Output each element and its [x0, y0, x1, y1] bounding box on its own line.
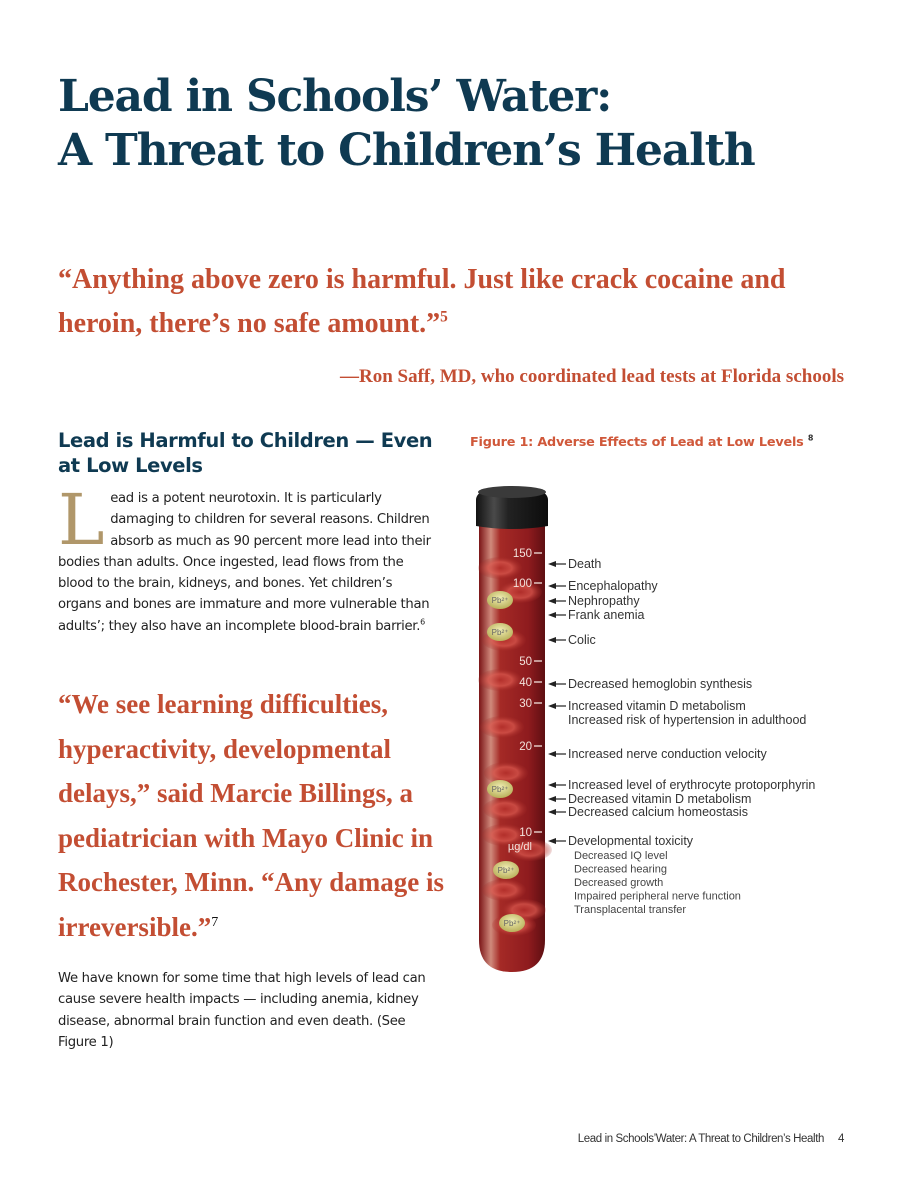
billings-quote-footnote: 7 — [211, 914, 219, 930]
effect-item — [548, 805, 748, 819]
red-blood-cell — [478, 669, 522, 691]
paragraph-1-footnote: 6 — [420, 617, 425, 627]
billings-quote-text: “We see learning difficulties, hyperactivity, developmental delays,” said Marcie Billings, a pediatrician with Mayo Clinic in Rochester, Minn. “Any damage is irreversible.” — [58, 689, 445, 942]
scale-tick-label: 30 — [519, 698, 532, 710]
lead-ion-label: Pb²⁺ — [491, 596, 509, 605]
scale-tick-label: 150 — [512, 548, 532, 560]
effect-item — [548, 792, 751, 806]
section-heading: Lead is Harmful to Children — Even at Low Levels — [58, 429, 433, 477]
title-line-2: A Threat to Children’s Health — [58, 125, 755, 176]
arrow-head-icon — [548, 809, 556, 815]
arrow-head-icon — [548, 561, 556, 567]
scale-tick-label: 40 — [519, 677, 532, 689]
effect-item — [548, 747, 767, 761]
figure-title — [470, 435, 813, 450]
effect-label: Frank anemia — [568, 608, 645, 622]
effect-item — [548, 699, 806, 727]
red-blood-cell — [482, 879, 526, 901]
effect-detail: Decreased hearing — [574, 863, 667, 876]
paragraph-1-text: ead is a potent neurotoxin. It is particularly damaging to children for several reasons. Children absorb as much as 90 percent more lead into their bodies than adults. Once ingested, lead flows from the blood to the brain, kidneys, and bones. Yet children’s organs and bones are immature and more vulnerable than adults’; they also have an incomplete blood-brain barrier. — [58, 491, 431, 634]
body-paragraph-2: We have known for some time that high levels of lead can cause severe health impacts — including anemia, kidney disease, abnormal brain function and even death. (See Figure 1) — [58, 971, 426, 1050]
effect-label: Increased level of erythrocyte protoporphyrin — [568, 778, 816, 792]
scale-tick-label: 100 — [512, 578, 532, 590]
page-footer — [578, 1133, 844, 1145]
drop-cap: L — [58, 479, 105, 561]
effect-item — [548, 633, 596, 647]
lead-ion-label: Pb²⁺ — [497, 866, 515, 875]
effect-item — [548, 677, 752, 691]
figure-test-tube — [460, 470, 880, 990]
effect-item — [548, 778, 815, 792]
figure-footnote: 8 — [807, 433, 814, 443]
red-blood-cell — [480, 716, 524, 738]
arrow-head-icon — [548, 796, 556, 802]
effect-item — [548, 579, 658, 593]
arrow-head-icon — [548, 637, 556, 643]
effect-label: Colic — [568, 633, 596, 647]
figure-title-text: Figure 1: Adverse Effects of Lead at Low Levels — [470, 435, 804, 450]
scale-tick-label: 50 — [519, 656, 532, 668]
effect-detail: Decreased IQ level — [574, 850, 668, 862]
effect-label: Developmental toxicity — [568, 834, 694, 848]
pull-quote-attribution: —Ron Saff, MD, who coordinated lead tests at Florida schools — [339, 366, 844, 387]
effect-label: Increased vitamin D metabolism — [568, 699, 746, 713]
red-blood-cell — [484, 762, 528, 784]
footer-running-title: Lead in Schools’Water: A Threat to Children’s Health — [577, 1133, 824, 1145]
effect-item — [548, 834, 741, 916]
arrow-head-icon — [548, 751, 556, 757]
pull-quote — [58, 258, 848, 346]
pull-quote-text: “Anything above zero is harmful. Just like crack cocaine and heroin, there’s no safe amount.” — [58, 264, 786, 339]
page-title — [58, 70, 755, 178]
effect-item — [548, 608, 644, 622]
arrow-head-icon — [548, 838, 556, 844]
effect-label: Encephalopathy — [568, 579, 658, 593]
effect-item — [548, 594, 640, 608]
body-paragraph-1 — [58, 479, 436, 637]
billings-quote — [58, 682, 448, 950]
effect-label: Increased nerve conduction velocity — [568, 747, 767, 761]
tube-cap-top — [478, 486, 546, 498]
effect-detail: Transplacental transfer — [574, 904, 687, 916]
lead-ion-label: Pb²⁺ — [491, 628, 509, 637]
pull-quote-footnote: 5 — [440, 308, 448, 326]
test-tube-illustration — [460, 470, 880, 990]
arrow-head-icon — [548, 598, 556, 604]
effect-detail: Impaired peripheral nerve function — [574, 890, 741, 903]
effect-label: Decreased vitamin D metabolism — [568, 792, 752, 806]
effect-label: Decreased calcium homeostasis — [568, 805, 748, 819]
scale-unit: µg/dl — [507, 841, 532, 853]
red-blood-cell — [483, 798, 527, 820]
arrow-head-icon — [548, 681, 556, 687]
page-number: 4 — [838, 1133, 844, 1145]
scale-tick-label: 10 — [519, 827, 532, 839]
red-blood-cell — [478, 557, 522, 579]
effect-item — [548, 557, 601, 571]
effect-sublabel: Increased risk of hypertension in adulthood — [568, 713, 807, 727]
title-line-1: Lead in Schools’ Water: — [58, 71, 612, 122]
arrow-head-icon — [548, 583, 556, 589]
arrow-head-icon — [548, 612, 556, 618]
scale-tick-label: 20 — [519, 741, 532, 753]
effect-label: Death — [568, 557, 602, 571]
effect-label: Decreased hemoglobin synthesis — [568, 677, 753, 691]
lead-ion-label: Pb²⁺ — [503, 919, 521, 928]
effect-detail: Decreased growth — [574, 877, 664, 889]
arrow-head-icon — [548, 703, 556, 709]
arrow-head-icon — [548, 782, 556, 788]
lead-ion-label: Pb²⁺ — [491, 785, 509, 794]
effect-label: Nephropathy — [568, 594, 640, 608]
